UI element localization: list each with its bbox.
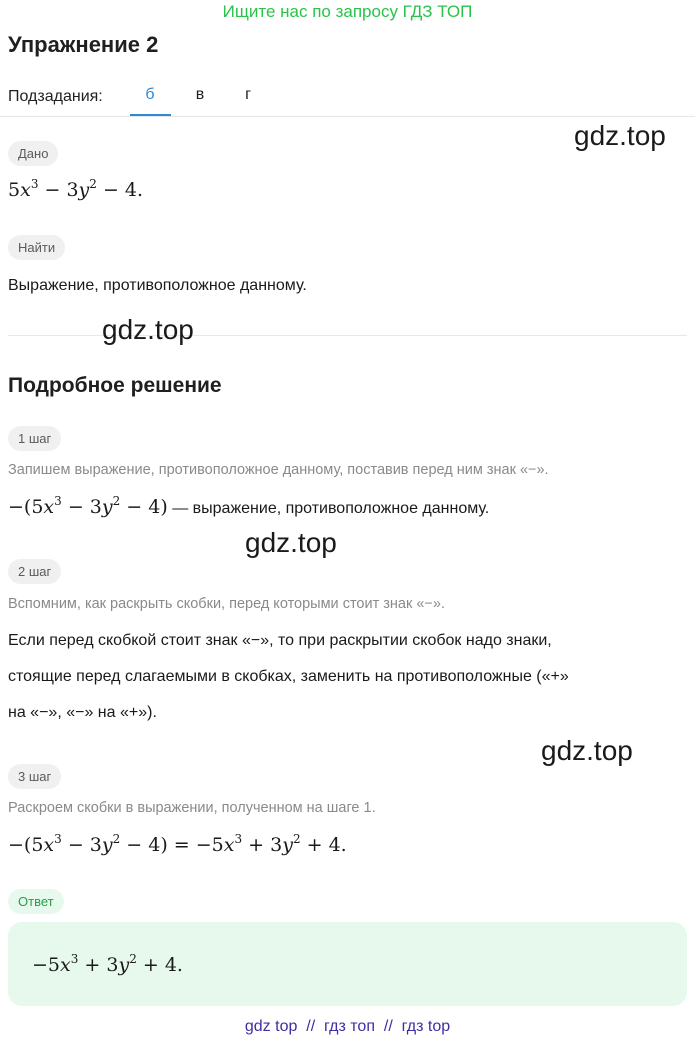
- step-3-badge: 3 шаг: [8, 764, 61, 789]
- step-2-rule-line-3: на «−», «−» на «+»).: [8, 704, 157, 721]
- step-3-hint: Раскроем скобки в выражении, полученном на шаге 1.: [8, 800, 376, 816]
- find-text: Выражение, противоположное данному.: [8, 277, 307, 294]
- watermark: gdz.top: [245, 527, 337, 558]
- step-1-text: — выражение, противоположное данному.: [167, 500, 490, 517]
- step-2-badge: 2 шаг: [8, 559, 61, 584]
- subtasks-label: Подзадания:: [8, 88, 103, 105]
- find-badge: Найти: [8, 235, 65, 260]
- footer-links[interactable]: gdz top // гдз топ // гдз top: [244, 1018, 451, 1035]
- given-expression: $5x^3 - 3y^2 - 4$.: [8, 177, 144, 201]
- tabs-divider: [0, 116, 695, 117]
- solution-title: Подробное решение: [8, 374, 222, 397]
- step-2-rule-line-2: стоящие перед слагаемыми в скобках, заменить на противоположные («+»: [8, 668, 569, 685]
- subtask-tab-b[interactable]: б: [145, 86, 155, 103]
- watermark: gdz.top: [102, 314, 194, 345]
- watermark: gdz.top: [574, 120, 666, 151]
- subtask-tab-g[interactable]: г: [245, 86, 251, 103]
- promo-banner[interactable]: Ищите нас по запросу ГДЗ ТОП: [222, 2, 473, 21]
- subtask-tab-v[interactable]: в: [195, 86, 205, 103]
- page-title: Упражнение 2: [8, 32, 159, 57]
- answer-badge: Ответ: [8, 889, 64, 914]
- step-1-expression: $-(5x^3 - 3y^2 - 4)$: [8, 494, 168, 518]
- answer-expression: $-5x^3 + 3y^2 + 4$.: [32, 952, 183, 976]
- watermark: gdz.top: [541, 735, 633, 766]
- step-1-hint: Запишем выражение, противоположное данному, поставив перед ним знак «−».: [8, 462, 549, 478]
- step-2-rule-line-1: Если перед скобкой стоит знак «−», то при раскрытии скобок надо знаки,: [8, 632, 552, 649]
- given-badge: Дано: [8, 141, 58, 166]
- step-3-expression: $-(5x^3 - 3y^2 - 4) = -5x^3 + 3y^2 + 4$.: [8, 832, 347, 856]
- step-2-hint: Вспомним, как раскрыть скобки, перед которыми стоит знак «−».: [8, 596, 445, 612]
- step-1-statement: [8, 496, 489, 518]
- step-1-badge: 1 шаг: [8, 426, 61, 451]
